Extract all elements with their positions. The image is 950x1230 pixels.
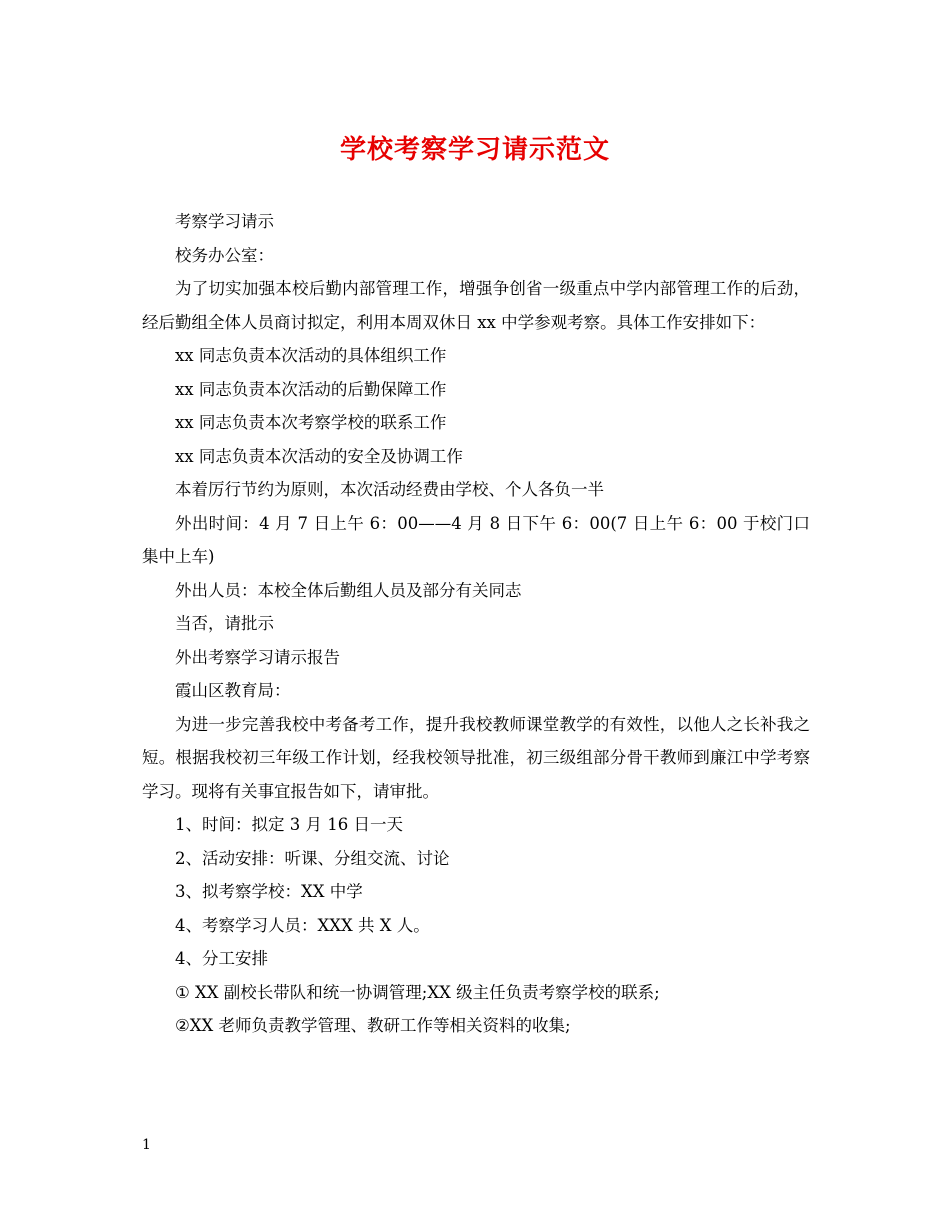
paragraph: 4、分工安排 xyxy=(175,949,268,968)
paragraph: 校务办公室： xyxy=(175,245,274,265)
paragraph: ① XX 副校长带队和统一协调管理;XX 级主任负责考察学校的联系; xyxy=(175,982,660,1002)
document-body xyxy=(142,205,810,1043)
paragraph: 霞山区教育局： xyxy=(175,681,291,700)
paragraph: 本着厉行节约为原则，本次活动经费由学校、个人各负一半 xyxy=(175,480,604,499)
paragraph: 当否，请批示 xyxy=(175,614,274,633)
paragraph: ②XX 老师负责教学管理、教研工作等相关资料的收集; xyxy=(175,1016,571,1035)
paragraph: 为进一步完善我校中考备考工作，提升我校教师课堂教学的有效性，以他人之长补我之短。根据我校初三年级工作计划，经我校领导批准，初三级组部分骨干教师到廉江中学考察学习。现将有关事宜报告如下，请审批。 xyxy=(142,714,810,801)
paragraph: xx 同志负责本次活动的具体组织工作 xyxy=(175,346,447,365)
page-number: 1 xyxy=(142,1137,151,1153)
paragraph: 4、考察学习人员：XXX 共 X 人。 xyxy=(175,915,430,935)
paragraph: 3、拟考察学校：XX 中学 xyxy=(175,882,363,901)
paragraph: 1、时间：拟定 3 月 16 日一天 xyxy=(175,815,403,834)
paragraph: 外出考察学习请示报告 xyxy=(175,647,340,667)
paragraph: 外出时间：4 月 7 日上午 6：00——4 月 8 日下午 6：00(7 日上午 6：00 于校门口集中上车) xyxy=(142,513,810,566)
paragraph: xx 同志负责本次活动的后勤保障工作 xyxy=(175,379,447,399)
paragraph: xx 同志负责本次考察学校的联系工作 xyxy=(175,413,447,432)
paragraph: xx 同志负责本次活动的安全及协调工作 xyxy=(175,446,463,466)
paragraph: 为了切实加强本校后勤内部管理工作，增强争创省一级重点中学内部管理工作的后劲，经后勤组全体人员商讨拟定，利用本周双休日 xx 中学参观考察。具体工作安排如下： xyxy=(142,279,810,332)
paragraph: 2、活动安排：听课、分组交流、讨论 xyxy=(175,848,450,868)
paragraph: 考察学习请示 xyxy=(175,212,274,231)
paragraph: 外出人员：本校全体后勤组人员及部分有关同志 xyxy=(175,580,522,600)
document-title: 学校考察学习请示范文 xyxy=(339,135,610,165)
